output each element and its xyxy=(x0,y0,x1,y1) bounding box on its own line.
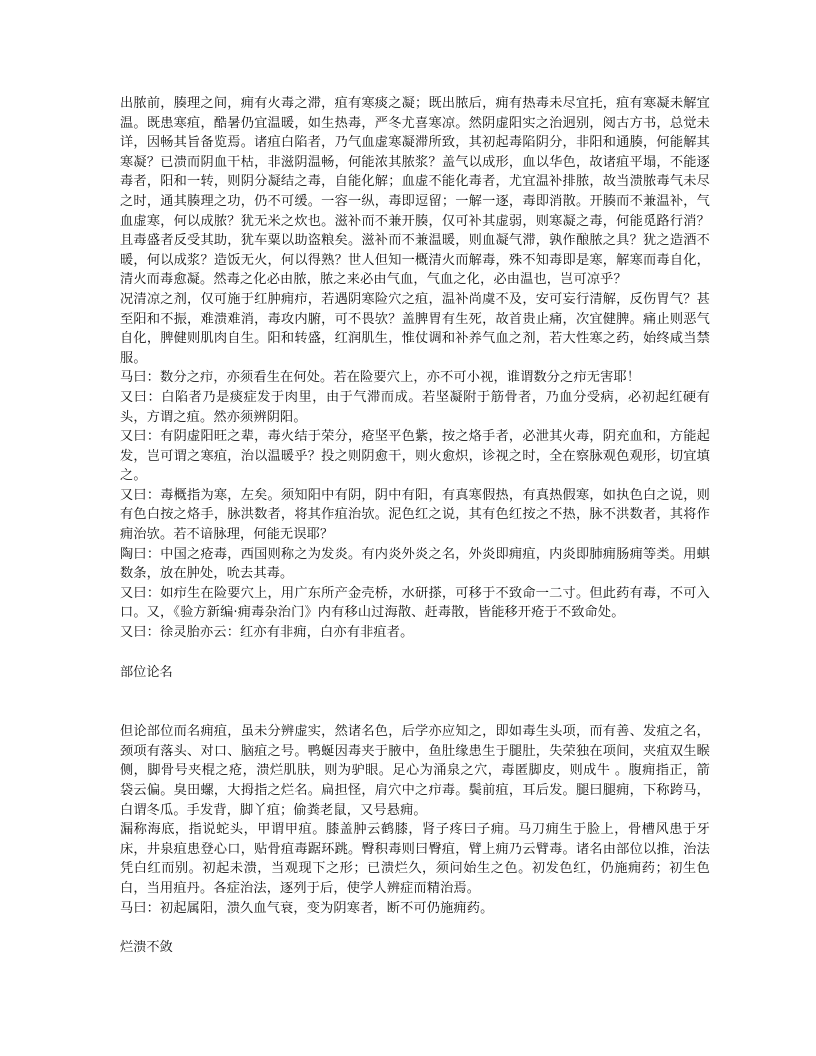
paragraph-xu-lingtai: 又曰：徐灵胎亦云：红亦有非痈，白亦有非疽者。 xyxy=(120,625,414,641)
paragraph-location-2: 漏称海底，指说蛇头，甲谓甲疽。膝盖肿云鹤膝，肾子疼曰子痈。马刀痈生于脸上，骨槽风患于牙床，井泉疽患登心口，贴骨疽毒踞环跳。臀积毒则曰臀疽，臂上痈乃云臂毒。诸名由部位以推，治法凭白红而别。初起未溃，当观现下之形；已溃烂久，须问始生之色。初发色红，仍施痈药；初生色白，当用疽丹。各症治法，逐列于后，使学人辨症而精治焉。 xyxy=(120,822,710,896)
section-location xyxy=(120,663,710,919)
paragraph-white-sunken: 又曰：白陷者乃是痰症发于肉里，由于气滞而成。若坚凝附于筋骨者，乃血分受病，必初起红硬有头，方谓之疽。然亦须辨阴阳。 xyxy=(120,389,710,425)
paragraph-cooling: 况清凉之剂，仅可施于红肿痈疖，若遇阴寒险穴之疽，温补尚虞不及，安可妄行清解，反伤胃气？甚至阳和不振，难溃难消，毒攻内腑，可不畏欤？盖脾胃有生死，故首贵止痛，次宜健脾。痛止则恶气自化，脾健则肌肉自生。阳和转盛，红润肌生，惟仗调和补养气血之剂，若大性寒之药，始终咸当禁服。 xyxy=(120,291,710,366)
section-top xyxy=(120,94,710,643)
paragraph-cold-toxin: 又曰：毒概指为寒，左矣。须知阳中有阴，阴中有阳，有真寒假热，有真热假寒，如执色白之说，则有色白按之烙手，脉洪数者，将其作疽治欤。泥色红之说，其有色红按之不热，脉不洪数者，其将作痈治欤。若不谙脉理，何能无误耶？ xyxy=(120,487,710,543)
document-page xyxy=(120,94,710,958)
heading-location-names: 部位论名 xyxy=(120,664,173,680)
paragraph-location-3: 马曰：初起属阳，溃久血气衰，变为阴寒者，断不可仍施痈药。 xyxy=(120,900,494,916)
paragraph-risky-points: 又曰：如疖生在险要穴上，用广东所产金壳桥，水研搽，可移于不致命一二寸。但此药有毒，不可入口。又，《验方新编·痈毒杂治门》内有移山过海散、赶毒散，皆能移开疮于不致命处。 xyxy=(120,585,710,621)
paragraph-yin-deficiency: 又曰：有阴虚阳旺之辈，毒火结于荣分，疮坚平色紫，按之烙手者，必泄其火毒，阴充血和，方能起发，岂可谓之寒疽，治以温暖乎？投之则阴愈干，则火愈炽，诊视之时，全在察脉观色观形，切宜填之。 xyxy=(120,429,710,484)
paragraph-tao-note: 陶曰：中国之疮毒，西国则称之为发炎。有内炎外炎之名，外炎即痈疽，内炎即肺痈肠痈等类。用蜞数条，放在肿处，吮去其毒。 xyxy=(120,546,710,582)
section-ulcer xyxy=(120,938,710,958)
paragraph-location-1: 但论部位而名痈疽，虽未分辨虚实，然诸名色，后学亦应知之，即如毒生头项，而有善、发疽之名，颈项有落头、对口、脑疽之号。鸭蜒因毒夹于腋中，鱼肚缘患生于腿肚，失荣独在项间，夹疽双生睺侧，脚骨号夹棍之疮，溃烂肌肤，则为驴眼。足心为涌泉之穴，毒匿脚皮，则成牛 。腹痈指正，箭袋云偏。臭田螺，大拇指之烂名。扁担怪，肩穴中之疖毒。鬓前疽，耳后发。腿曰腿痈，下称跨马，白谓冬瓜。手发背，脚丫疽；偷粪老鼠，又号悬痈。 xyxy=(120,724,710,818)
paragraph-ma-note: 马曰：数分之疖，亦须看生在何处。若在险要穴上，亦不可小视，谁谓数分之疖无害耶！ xyxy=(120,370,641,386)
paragraph-intro: 出脓前，腠理之间，痈有火毒之滞，疽有寒痰之凝；既出脓后，痈有热毒未尽宜托，疽有寒凝未解宜温。既患寒疽，酷暑仍宜温暖，如生热毒，严冬尤喜寒凉。然阴虚阳实之治迥别，阅古方书，总觉未详，因畅其旨备览焉。诸疽白陷者，乃气血虚寒凝滞所致，其初起毒陷阴分，非阳和通腠，何能解其寒凝？已溃而阴血干枯，非滋阴温畅，何能浓其脓浆？盖气以成形，血以华色，故诸疽平塌，不能逐毒者，阳和一转，则阴分凝结之毒，自能化解；血虚不能化毒者，尤宜温补排脓，故当溃脓毒气未尽之时，通其腠理之功，仍不可缓。一容一纵，毒即逗留；一解一逐，毒即消散。开腠而不兼温补，气血虚寒，何以成脓？犹无米之炊也。滋补而不兼开腠，仅可补其虚弱，则寒凝之毒，何能觅路行消？且毒盛者反受其助，犹车粟以助盗粮矣。滋补而不兼温暖，则血凝气滞，孰作酿脓之具？犹之造酒不暖，何以成浆？造饭无火，何以得熟？世人但知一概清火而解毒，殊不知毒即是寒，解寒而毒自化，清火而毒愈凝。然毒之化必由脓，脓之来必由气血，气血之化，必由温也，岂可凉乎？ xyxy=(120,96,710,288)
heading-ulcer: 烂溃不敛 xyxy=(120,940,173,956)
